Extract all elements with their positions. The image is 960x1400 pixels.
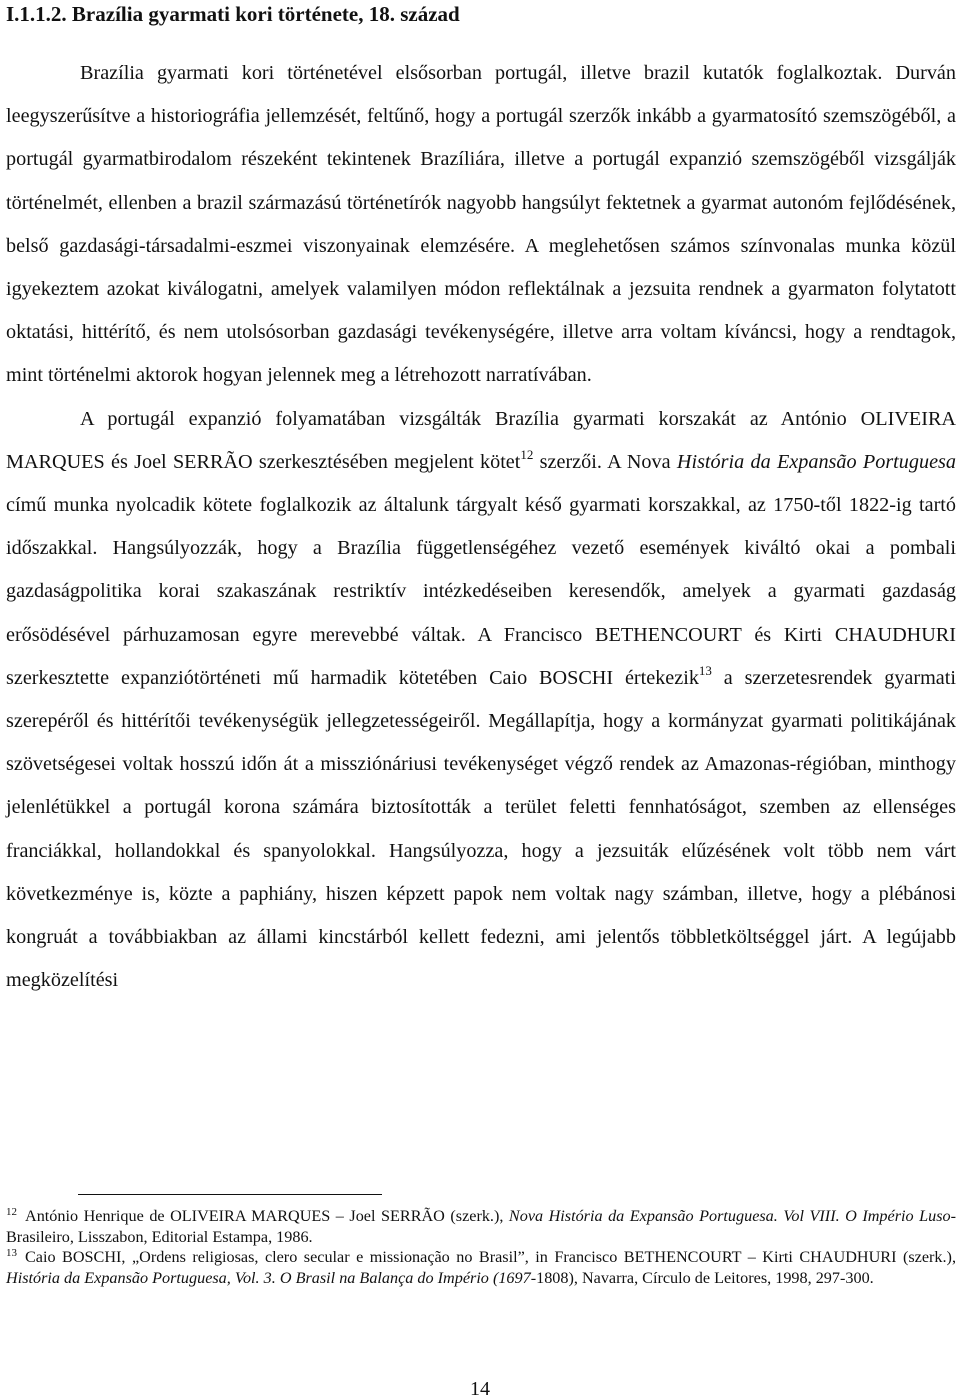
footnote-text-end: -Brasileiro, Lisszabon, Editorial Estampa, 1986. — [6, 1207, 956, 1246]
paragraph-2 — [6, 398, 956, 1003]
footnote-ref-13[interactable]: 13 — [698, 662, 712, 678]
book-title: História da Expansão Portuguesa — [676, 450, 956, 473]
footnote-number: 12 — [6, 1206, 17, 1218]
section-heading: I.1.1.2. Brazília gyarmati kori története, 18. század — [6, 2, 460, 26]
footnote-text-end: 1808), Navarra, Círculo de Leitores, 1998, 297-300. — [536, 1268, 874, 1287]
footnote-text: António Henrique de OLIVEIRA MARQUES – Joel SERRÃO (szerk.), — [25, 1207, 509, 1225]
footnote-divider — [78, 1194, 382, 1195]
footnote-number: 13 — [6, 1247, 17, 1259]
paragraph-2-part-3: című munka nyolcadik kötete foglalkozik az általunk tárgyalt késő gyarmati korszakkal, az 1750-től 1822-ig tartó időszakkal. Hangsúlyozzák, hogy a Brazília függetlenségéhez vezető események kiváltó okai a pombali gazdaságpolitika korai szakaszának restriktív intézkedéseiben keresendők, amelyek a gyarmati gazdaság erősödésével párhuzamosan egyre merevebbé váltak. A Francisco BETHENCOURT és Kirti CHAUDHURI szerkesztette expanziótörténeti mű harmadik kötetében Caio BOSCHI értekezik — [6, 494, 956, 689]
footnote-ref-12[interactable]: 12 — [520, 446, 534, 462]
page-number: 14 — [470, 1378, 490, 1400]
paragraph-1: Brazília gyarmati kori történetével elsősorban portugál, illetve brazil kutatók foglalkoztak. Durván leegyszerűsítve a historiográfia jellemzését, feltűnő, hogy a portugál szerzők inkább a gyarmatosító szemszögéből, a portugál gyarmatbirodalom részeként tekintenek Brazíliára, illetve a portugál expanzió szemszögéből vizsgálják történelmét, ellenben a brazil származású történetírók nagyobb hangsúlyt fektetnek a gyarmat autonóm fejlődésének, belső gazdasági-társadalmi-eszmei viszonyainak elemzésére. A meglehetősen számos színvonalas munka közül igyekeztem azokat kiválogatni, amelyek valamilyen módon reflektálnak a jezsuita rendnek a gyarmaton folytatott oktatási, hittérítő, és nem utolsósorban gazdasági tevékenységére, illetve arra voltam kíváncsi, hogy a rendtagok, mint történelmi aktorok hogyan jelennek meg a létrehozott narratívában. — [6, 62, 956, 387]
paragraph-2-part-4: a szerzetesrendek gyarmati szerepéről és hittérítői tevékenységük jellegzetességeiről. Megállapítja, hogy a kormányzat gyarmati politikájának szövetségesei voltak hosszú időn át a missziónáriusi tevékenységet végző rendek az Amazonas-régióban, minthogy jelenlétükkel a portugál korona számára biztosították a terület feletti fennhatóságot, szemben az ellenséges franciákkal, hollandokkal és spanyolokkal. Hangsúlyozza, hogy a jezsuiták elűzésének volt több nem várt következménye is, közte a paphiány, hiszen képzett papok nem voltak nagy számban, illetve, hogy a plébánosi kongruát a továbbiakban az állami kincstárból kellett fedezni, ami jelentős többletköltséggel járt. A legújabb megközelítési — [6, 666, 956, 992]
footnotes — [6, 1206, 956, 1288]
footnote-italic: Nova História da Expansão Portuguesa. Vol VIII. O Império Luso — [508, 1207, 951, 1225]
footnote-italic: História da Expansão Portuguesa, Vol. 3. O Brasil na Balança do Império (1697- — [6, 1268, 537, 1287]
footnote-text: Caio BOSCHI, „Ordens religiosas, clero secular e missionação no Brasil”, in Francisco BETHENCOURT – Kirti CHAUDHURI (szerk.), — [25, 1248, 956, 1266]
footnote-12 — [6, 1206, 956, 1247]
paragraph-2-part-1: A portugál expanzió folyamatában vizsgálták Brazília gyarmati korszakát az António OLIVEIRA MARQUES és Joel SERRÃO szerkesztésében megjelent kötet — [6, 407, 956, 473]
body-text — [6, 52, 956, 1002]
paragraph-2-part-2: szerzői. A Nova — [533, 450, 677, 473]
footnote-13 — [6, 1247, 956, 1288]
